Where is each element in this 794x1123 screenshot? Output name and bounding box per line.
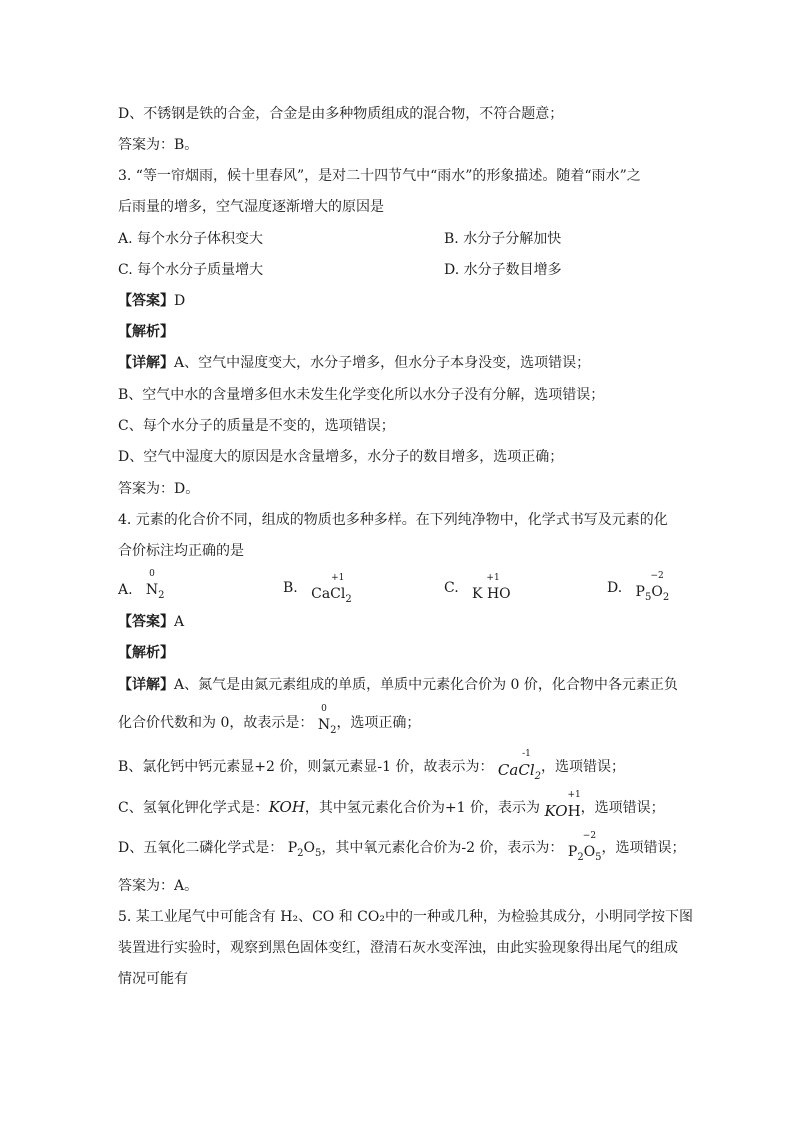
detail-tag: 【详解】	[118, 355, 174, 371]
q4-option-c	[444, 573, 511, 602]
q4-option-a	[118, 569, 165, 606]
formula-n2: 0 $N_2$	[145, 569, 165, 601]
formula-cacl2: Ca +1 $Cl_2$	[311, 573, 352, 605]
answer-tag: 【答案】	[118, 293, 174, 309]
q3-answer	[118, 291, 185, 311]
question-3-stem-2: 后雨量的增多，空气湿度逐渐增大的原因是	[118, 199, 384, 215]
formula-p2o5-valence: $P_2$ −2 $O_5$	[567, 831, 602, 863]
line-stainless-steel: D、不锈钢是铁的合金，合金是由多种物质组成的混合物，不符合题意；	[118, 106, 564, 122]
q4-option-d	[607, 571, 670, 604]
answer-tag: 【答案】	[118, 614, 174, 630]
q4-detail-c: C、氢氧化钾化学式是：KOH，其中氢元素化合价为+1 价，表示为 KO +1 H，选项错误；	[118, 790, 665, 820]
q3-option-d: D. 水分子数目增多	[444, 262, 562, 278]
question-5-stem-3: 情况可能有	[118, 971, 188, 987]
q3-option-a: A. 每个水分子体积变大	[118, 231, 264, 247]
formula-koh: KOH	[268, 798, 305, 816]
formula-n2-inline: 0 $N_2$	[317, 704, 337, 736]
answer-value: A	[174, 614, 185, 630]
q3-detail-b: B、空气中水的含量增多但水未发生化学变化所以水分子没有分解，选项错误；	[118, 387, 605, 403]
answer-line-q2: 答案为：B。	[118, 137, 199, 153]
detail-text: A、空气中湿度变大，水分子增多，但水分子本身没变，选项错误；	[174, 355, 591, 371]
option-label: C.	[444, 580, 459, 596]
q3-detail-a	[118, 353, 590, 373]
q4-analysis-tag: 【解析】	[118, 645, 174, 661]
question-5-stem-2: 装置进行实验时，观察到黑色固体变红，澄清石灰水变浑浊，由此实验现象得出尾气的组成	[118, 940, 678, 956]
q4-detail-b: B、氯化钙中钙元素显+2 价，则氯元素显-1 价，故表示为： Ca -1 $Cl_2$，选项错误；	[118, 749, 625, 782]
q4-final-answer: 答案为：A。	[118, 878, 199, 894]
detail-tag: 【详解】	[118, 677, 174, 693]
formula-kho: K +1 HO	[472, 573, 511, 602]
q4-answer	[118, 612, 184, 632]
formula-p2o5: $P_2O_5$	[287, 840, 322, 859]
q4-detail-a-2: 化合价代数和为 0，故表示是： 0 $N_2$，选项正确；	[118, 704, 421, 736]
q4-option-b	[283, 573, 352, 605]
q3-detail-c: C、每个水分子的质量是不变的，选项错误；	[118, 418, 395, 434]
q3-analysis-tag: 【解析】	[118, 324, 174, 340]
formula-p5o2: $P_5$ −2 $O_2$	[635, 571, 670, 603]
question-4-stem-2: 合价标注均正确的是	[118, 543, 244, 559]
q3-option-b: B. 水分子分解加快	[444, 231, 562, 247]
formula-koh-valence: KO +1 H	[544, 790, 581, 820]
question-5-stem-1: 5. 某工业尾气中可能含有 H₂、CO 和 CO₂中的一种或几种，为检验其成分，小明同学按下图	[118, 909, 693, 925]
detail-text: A、氮气是由氮元素组成的单质，单质中元素化合价为 0 价，化合物中各元素正负	[174, 677, 678, 693]
q3-final-answer: 答案为：D。	[118, 481, 200, 497]
option-label: D.	[607, 580, 623, 596]
question-3-stem-1: 3. “等一帘烟雨，候十里春风”，是对二十四节气中“雨水”的形象描述。随着“雨水”之	[118, 168, 641, 184]
q3-detail-d: D、空气中湿度大的原因是水含量增多，水分子的数目增多，选项正确；	[118, 449, 564, 465]
question-4-stem-1: 4. 元素的化合价不同，组成的物质也多种多样。在下列纯净物中，化学式书写及元素的化	[118, 512, 668, 528]
q3-option-c: C. 每个水分子质量增大	[118, 262, 264, 278]
answer-value: D	[174, 293, 186, 309]
q4-detail-a-1	[118, 675, 678, 695]
formula-cacl2-inline: Ca -1 $Cl_2$	[497, 749, 541, 782]
option-label: A.	[118, 582, 133, 598]
option-label: B.	[283, 580, 298, 596]
q4-detail-d: D、五氧化二磷化学式是： $P_2O_5$，其中氧元素化合价为-2 价，表示为： $P_2$ −2 $O_5$，选项错误；	[118, 831, 686, 863]
